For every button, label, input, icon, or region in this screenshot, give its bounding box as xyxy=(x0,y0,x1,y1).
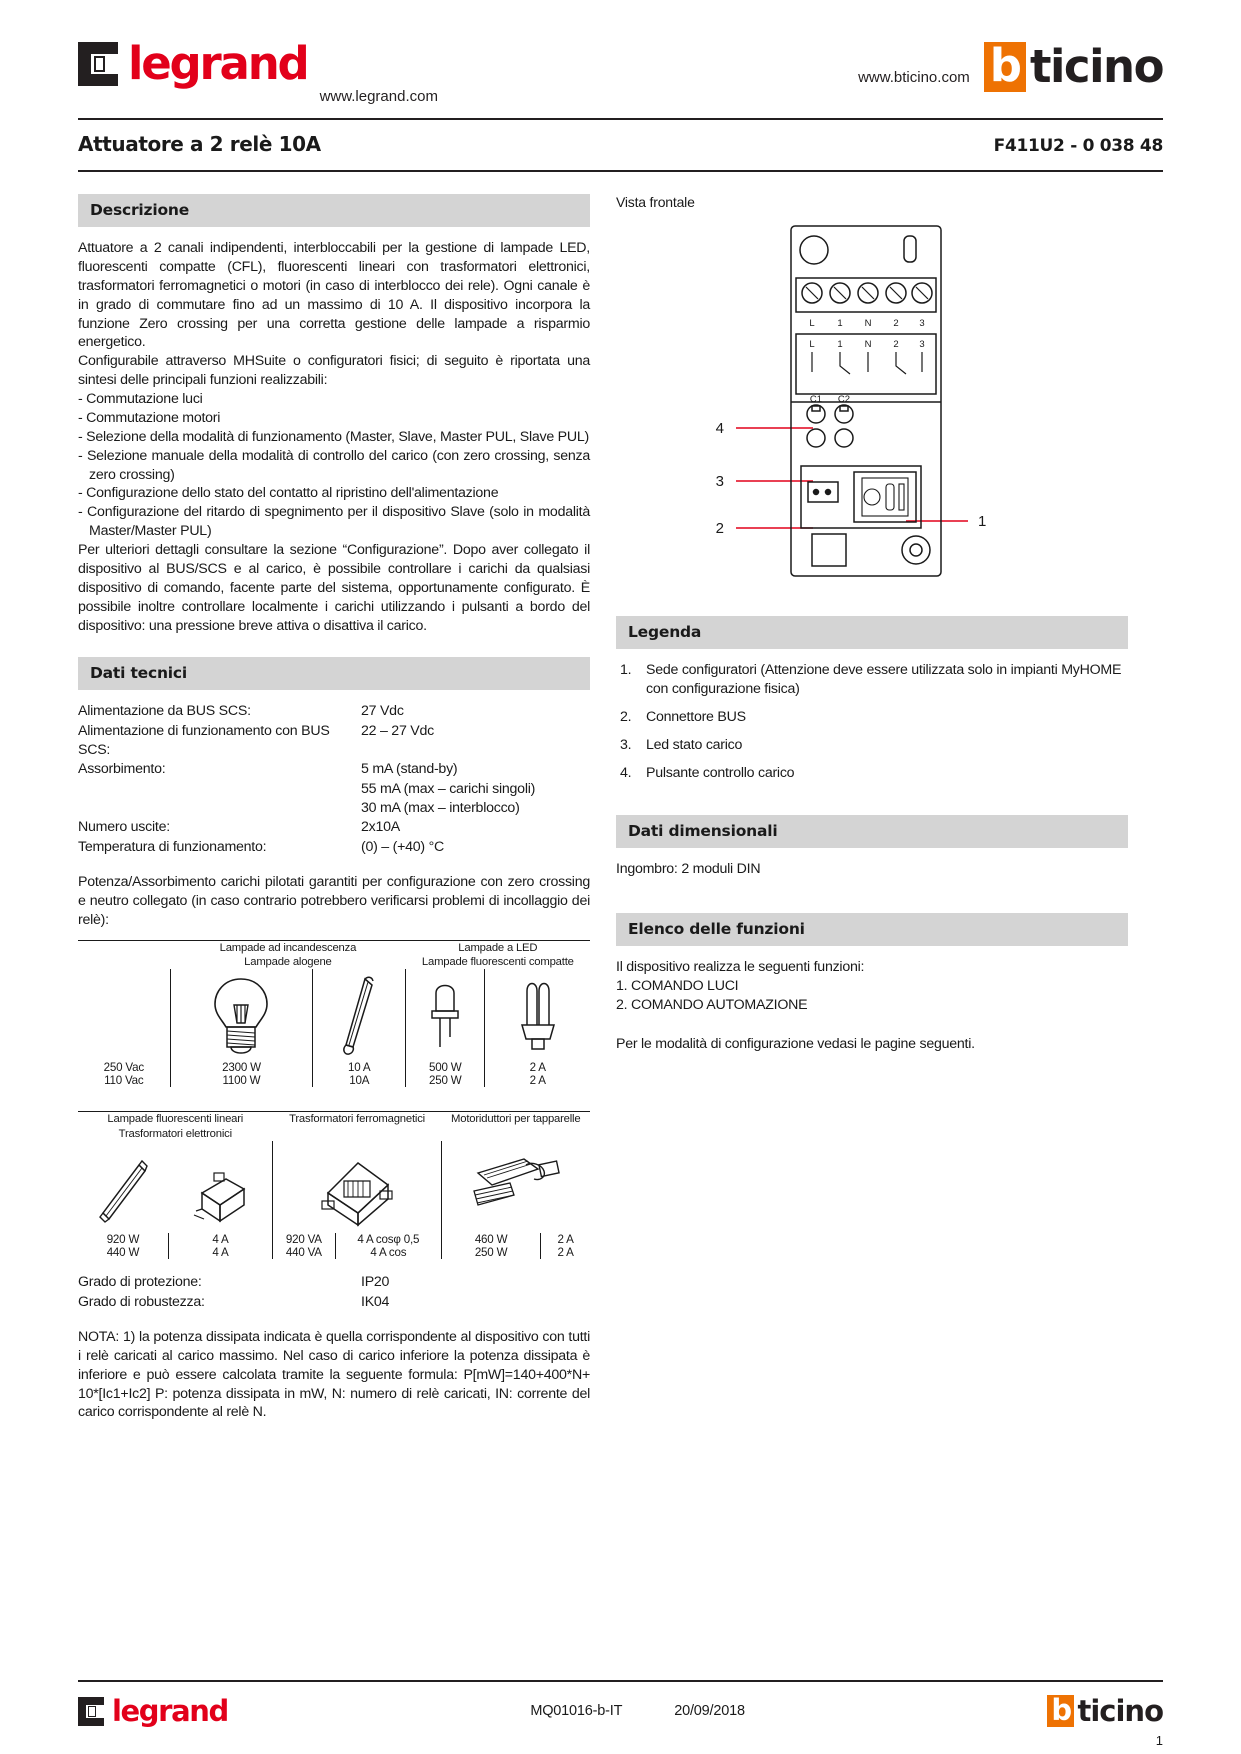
spec-label: Assorbimento: xyxy=(78,761,166,778)
table-row xyxy=(78,1061,590,1074)
table-icon-row xyxy=(78,969,590,1061)
bticino-wordmark: ticino xyxy=(1077,1694,1163,1728)
table-cell: 110 Vac xyxy=(104,1074,144,1088)
list-item: - Selezione della modalità di funzionamento (Master, Slave, Master PUL, Slave PUL) xyxy=(78,428,589,445)
section-heading-elenco-funzioni: Elenco delle funzioni xyxy=(616,913,1128,946)
load-table-1-wrapper xyxy=(78,940,590,1088)
table-cell: 2 A xyxy=(541,1233,590,1246)
spec-value: 27 Vdc xyxy=(361,703,404,720)
list-item: Pulsante controllo carico xyxy=(646,764,795,781)
svg-text:L: L xyxy=(809,339,815,350)
footer-doc-info xyxy=(530,1703,744,1719)
spec-row xyxy=(78,760,590,779)
dati-tecnici-spec-list xyxy=(78,702,590,857)
section-heading-dati-dimensionali: Dati dimensionali xyxy=(616,815,1128,848)
load-table-1 xyxy=(78,940,590,1088)
table-header-cell: Lampade fluorescenti lineari Trasformatori elettronici xyxy=(107,1113,244,1140)
descrizione-paragraph-2: Configurabile attraverso MHSuite o configuratori fisici; di seguito è riportata una sintesi delle principali funzioni realizzabili: xyxy=(78,353,590,389)
table-cell: 4 A xyxy=(168,1246,272,1259)
descrizione-paragraph-3: Per ulteriori dettagli consultare la sezione “Configurazione”. Dopo aver collegato il dispositivo al BUS/SCS e al carico, è possibile controllare i carichi da qualsiasi dispositivo di comando, facente parte del sistema, opportunamente configurato. È possibile inoltre controllare localmente i carichi utilizzando i pulsanti a bordo del dispositivo: una pressione breve attiva o disattiva il carico. xyxy=(78,542,590,634)
list-item: Connettore BUS xyxy=(646,708,746,725)
svg-text:2: 2 xyxy=(893,339,899,350)
table-cell: 250 Vac xyxy=(103,1061,144,1075)
spec-value: 22 – 27 Vdc xyxy=(361,722,434,739)
list-item: Sede configuratori (Attenzione deve essere utilizzata solo in impianti MyHOME con configurazione fisica) xyxy=(646,662,1122,697)
page-number: 1 xyxy=(1155,1733,1163,1748)
table-header-cell: Lampade a LED Lampade fluorescenti compatte xyxy=(421,941,574,968)
spec-value: IK04 xyxy=(361,1293,390,1310)
spec-row xyxy=(78,722,590,761)
list-item: - Configurazione del ritardo di spegnimento per il dispositivo Slave (solo in modalità Master/Master PUL) xyxy=(78,504,590,540)
table-cell: 2 A xyxy=(485,1074,590,1087)
spec-value: 55 mA (max – carichi singoli) xyxy=(361,780,536,797)
page-title: Attuatore a 2 relè 10A xyxy=(78,132,321,156)
list-item: - Configurazione dello stato del contatto al ripristino dell'alimentazione xyxy=(78,485,499,502)
bticino-logo xyxy=(984,39,1163,93)
svg-text:3: 3 xyxy=(919,339,925,350)
table-icon-cell xyxy=(78,969,170,1061)
table-cell: 920 W xyxy=(106,1233,140,1247)
footer-date: 20/09/2018 xyxy=(674,1703,745,1719)
elenco-funzioni-item: 1. COMANDO LUCI xyxy=(616,978,739,995)
elenco-funzioni-intro: Il dispositivo realizza le seguenti funzioni: xyxy=(616,959,865,976)
table-cell: 10A xyxy=(313,1074,406,1087)
spec-row xyxy=(78,702,590,721)
spec-row xyxy=(78,818,590,837)
spec-label: Grado di protezione: xyxy=(78,1274,202,1291)
incandescent-bulb-icon xyxy=(170,969,313,1061)
spec-row xyxy=(78,838,590,857)
table-header-cell: Motoriduttori per tapparelle xyxy=(451,1113,581,1126)
header-right-group xyxy=(858,39,1163,93)
footer-divider xyxy=(78,1680,1163,1682)
table-cell: 460 W xyxy=(442,1233,541,1246)
bticino-wordmark: ticino xyxy=(1030,40,1163,93)
table-cell: 440 W xyxy=(106,1246,140,1260)
table-cell: 2 A xyxy=(541,1246,590,1259)
spec-label: Grado di robustezza: xyxy=(78,1293,205,1310)
svg-text:C2: C2 xyxy=(837,394,851,405)
footer-legrand-wordmark: legrand xyxy=(112,1694,228,1728)
protection-spec-list xyxy=(78,1273,590,1312)
load-table-2 xyxy=(78,1111,590,1259)
shutter-motor-icon xyxy=(442,1141,591,1233)
table-header-row xyxy=(78,940,590,969)
svg-text:1: 1 xyxy=(837,339,843,350)
page-footer xyxy=(0,1680,1241,1754)
legrand-mark-icon xyxy=(78,42,118,86)
svg-text:2: 2 xyxy=(893,318,899,329)
footer-bticino-logo xyxy=(1047,1695,1163,1727)
table-cell: 250 W xyxy=(406,1074,485,1087)
spec-label: Numero uscite: xyxy=(78,819,170,836)
descrizione-bullet-list xyxy=(78,390,590,541)
table-cell: 920 VA xyxy=(273,1233,336,1246)
fluorescent-tube-icon xyxy=(78,1141,168,1233)
zero-crossing-note: Potenza/Assorbimento carichi pilotati garantiti per configurazione con zero crossing e neutro collegato (in caso contrario potrebbero verificarsi problemi di incollaggio dei relè): xyxy=(78,873,590,928)
spec-row xyxy=(78,799,590,818)
spec-value: 5 mA (stand-by) xyxy=(361,761,458,778)
list-item: - Commutazione motori xyxy=(78,409,221,426)
svg-text:2: 2 xyxy=(715,520,724,537)
content-area xyxy=(78,194,1163,1422)
right-column xyxy=(616,194,1128,1422)
svg-text:3: 3 xyxy=(919,318,925,329)
spec-row xyxy=(78,780,590,799)
legenda-list xyxy=(616,661,1128,782)
bticino-url: www.bticino.com xyxy=(858,69,970,86)
cfl-lamp-icon xyxy=(485,969,590,1061)
table-cell: 4 A cos xyxy=(335,1246,441,1259)
spec-label: Alimentazione di funzionamento con BUS SCS: xyxy=(78,722,330,758)
table-cell: 4 A cosφ 0,5 xyxy=(335,1233,441,1246)
spec-label: Temperatura di funzionamento: xyxy=(78,838,267,855)
table-header-cell: Lampade ad incandescenza Lampade alogene xyxy=(219,941,357,968)
title-divider xyxy=(78,170,1163,172)
table-cell: 10 A xyxy=(313,1061,406,1074)
table-cell: 4 A xyxy=(168,1233,272,1246)
section-heading-dati-tecnici: Dati tecnici xyxy=(78,657,590,690)
list-item: - Selezione manuale della modalità di controllo del carico (con zero crossing, senza zero crossing) xyxy=(78,447,590,483)
spec-label xyxy=(78,780,361,799)
spec-row xyxy=(78,1293,590,1312)
vista-frontale-label: Vista frontale xyxy=(616,194,695,210)
load-table-2-wrapper xyxy=(78,1111,590,1259)
descrizione-paragraph-1: Attuatore a 2 canali indipendenti, interbloccabili per la gestione di lampade LED, fluorescenti compatte (CFL), fluorescenti lineari con trasformatori elettronici, trasformatori ferromagnetici o motori (in caso di interblocco dei rele). Ogni canale è in grado di commutare fino ad un massimo di 10 A. Il dispositivo incorpora la funzione Zero crossing per una corretta gestione delle lampade a risparmio energetico. xyxy=(78,240,590,351)
spec-label: Alimentazione da BUS SCS: xyxy=(78,703,251,720)
left-column xyxy=(78,194,590,1422)
legrand-mark-icon xyxy=(78,1697,104,1726)
electronic-transformer-icon xyxy=(168,1141,272,1233)
svg-text:L: L xyxy=(809,318,815,329)
table-header-cell: Trasformatori ferromagnetici xyxy=(289,1113,425,1126)
svg-text:4: 4 xyxy=(715,420,724,437)
spec-value: 30 mA (max – interblocco) xyxy=(361,799,520,816)
legrand-url: www.legrand.com xyxy=(319,88,438,105)
device-front-view-diagram xyxy=(616,216,1128,616)
bticino-b-glyph: b xyxy=(984,42,1026,92)
table-row xyxy=(78,1074,590,1087)
table-row xyxy=(78,1233,590,1246)
svg-text:C1: C1 xyxy=(809,394,823,405)
elenco-funzioni-item: 2. COMANDO AUTOMAZIONE xyxy=(616,997,808,1013)
spec-value: IP20 xyxy=(361,1274,390,1291)
spec-value: 2x10A xyxy=(361,819,400,836)
table-cell: 250 W xyxy=(442,1246,541,1259)
legrand-logo xyxy=(78,36,308,90)
halogen-tube-icon xyxy=(313,969,406,1061)
table-cell: 500 W xyxy=(406,1061,485,1074)
table-cell: 1100 W xyxy=(170,1074,313,1087)
footer-doc-code: MQ01016-b-IT xyxy=(530,1703,623,1719)
list-item: - Commutazione luci xyxy=(78,391,203,407)
legrand-wordmark: legrand xyxy=(128,36,308,90)
svg-text:1: 1 xyxy=(978,513,987,530)
bticino-b-glyph: b xyxy=(1047,1695,1074,1727)
table-cell: 2 A xyxy=(485,1061,590,1074)
table-cell: 2300 W xyxy=(170,1061,313,1074)
product-reference: F411U2 - 0 038 48 xyxy=(993,136,1163,156)
svg-text:3: 3 xyxy=(715,473,724,490)
table-header-cell xyxy=(78,940,170,969)
nota-text: NOTA: 1) la potenza dissipata indicata è quella corrispondente al dispositivo con tutti i relè caricati al carico massimo. Nel caso di carico inferiore la potenza dissipata è inferiore e può essere calcolata tramite la seguente formula: P[mW]=140+400*N+ 10*[Ic1+Ic2] P: potenza dissipata in mW, N: numero di relè caricati, IN: corrente del carico corrispondente al relè N. xyxy=(78,1328,590,1421)
svg-text:N: N xyxy=(864,339,872,350)
list-item: Led stato carico xyxy=(646,736,743,753)
section-heading-legenda: Legenda xyxy=(616,616,1128,649)
spec-label xyxy=(78,799,361,818)
led-lamp-icon xyxy=(406,969,485,1061)
section-heading-descrizione: Descrizione xyxy=(78,194,590,227)
spec-value: (0) – (+40) °C xyxy=(361,838,444,855)
table-cell: 440 VA xyxy=(273,1246,336,1259)
spec-row xyxy=(78,1273,590,1292)
elenco-funzioni-outro: Per le modalità di configurazione vedasi le pagine seguenti. xyxy=(616,1035,975,1052)
svg-text:N: N xyxy=(864,318,872,329)
ferromagnetic-transformer-icon xyxy=(273,1141,442,1233)
page-header xyxy=(0,0,1241,110)
table-row xyxy=(78,1246,590,1259)
table-header-row xyxy=(78,1112,590,1141)
table-icon-row xyxy=(78,1141,590,1233)
dati-dimensionali-text: Ingombro: 2 moduli DIN xyxy=(616,861,761,878)
svg-text:1: 1 xyxy=(837,318,843,329)
footer-row xyxy=(78,1694,1163,1728)
title-bar xyxy=(78,118,1163,156)
footer-legrand-logo xyxy=(78,1694,228,1728)
